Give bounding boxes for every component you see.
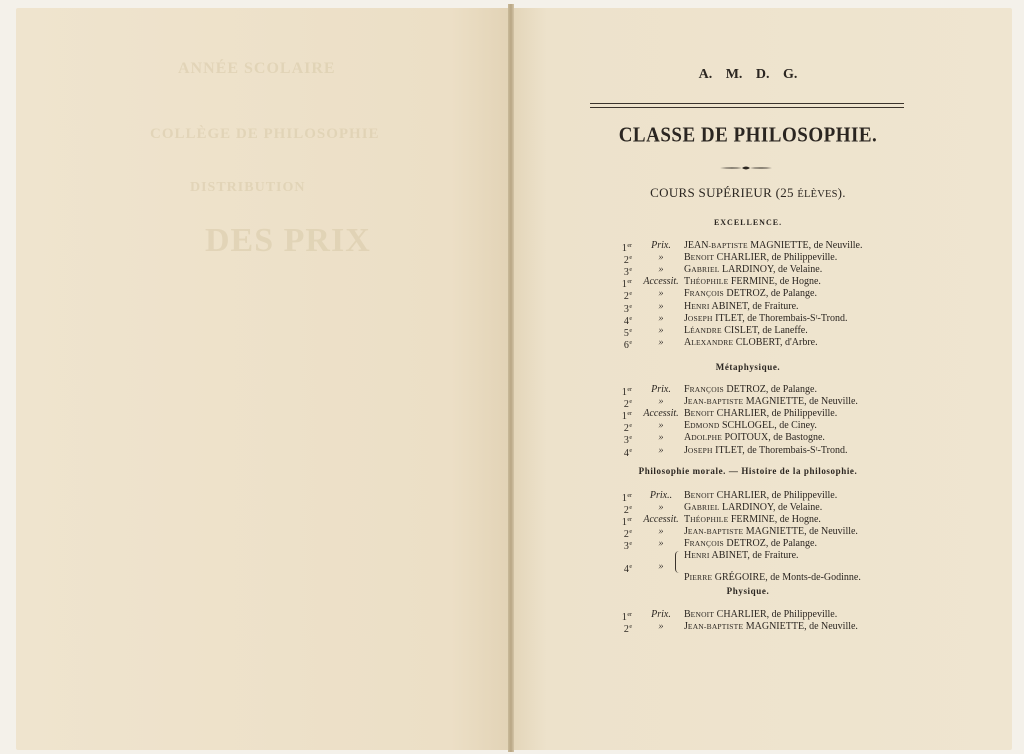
- award-type: »: [658, 502, 664, 514]
- hometown: , de Neuville.: [804, 621, 858, 633]
- rank-number: 2: [623, 291, 629, 303]
- first-name-rest: ENOIT: [690, 253, 715, 263]
- student-name: [684, 445, 847, 457]
- student-name: [684, 408, 837, 420]
- surname: MAGNIETTE: [750, 240, 809, 251]
- award-type: »: [658, 538, 664, 550]
- rank-number: 3: [623, 303, 629, 315]
- first-initial: B: [684, 490, 691, 501]
- hometown: , de Thorembais-Sᵗ-Trond.: [742, 444, 848, 456]
- rule-line: [590, 103, 904, 104]
- surname: CHARLIER: [716, 490, 767, 501]
- rank-suffix: er: [627, 517, 632, 524]
- rank-suffix: e: [629, 327, 632, 334]
- surname: CLOBERT: [735, 336, 780, 348]
- student-name: [684, 301, 799, 313]
- rank-number: 1: [621, 517, 627, 529]
- rank-number: 1: [621, 243, 627, 254]
- student-name: [684, 313, 847, 325]
- student-name: [684, 526, 858, 538]
- bleed-through-text: DISTRIBUTION: [190, 180, 306, 195]
- first-initial: T: [684, 514, 691, 526]
- hometown: , d'Arbre.: [779, 336, 818, 348]
- first-initial: P: [684, 571, 690, 583]
- first-name-rest: -BAPTISTE: [708, 241, 748, 250]
- student-name: [684, 288, 817, 300]
- award-type: Accessit.: [643, 276, 679, 288]
- student-name: [684, 490, 837, 502]
- rank-number: 1: [621, 387, 627, 398]
- surname: DETROZ: [726, 384, 766, 395]
- first-name-rest: ENOIT: [690, 491, 715, 500]
- surname: CISLET: [724, 324, 758, 336]
- hometown: , de Palange.: [765, 538, 817, 550]
- rank-suffix: e: [629, 303, 632, 310]
- surname: MAGNIETTE: [745, 396, 805, 408]
- rank-number: 3: [623, 435, 629, 447]
- surname: SCHLOGEL: [721, 420, 775, 432]
- award-type: »: [658, 336, 664, 348]
- student-name: [684, 432, 825, 444]
- rank-number: 2: [623, 529, 629, 541]
- tie-brace: [675, 551, 681, 573]
- rank-number: 1: [621, 279, 627, 291]
- hometown: , de Fraiture.: [747, 549, 799, 561]
- hometown: , de Philippeville.: [766, 490, 838, 501]
- award-type: »: [658, 312, 664, 324]
- first-initial: F: [684, 288, 690, 300]
- bleed-through-text: DES PRIX: [205, 222, 371, 259]
- first-name-rest: ABRIEL: [691, 265, 720, 275]
- page-title: CLASSE DE PHILOSOPHIE.: [618, 123, 878, 148]
- first-initial: A: [684, 432, 692, 444]
- surname: CHARLIER: [716, 609, 767, 620]
- student-name: [684, 325, 808, 337]
- rank-suffix: er: [627, 243, 632, 249]
- award-type: »: [658, 396, 664, 408]
- student-name: [684, 337, 818, 349]
- first-initial: JEAN: [684, 240, 709, 251]
- first-initial: T: [684, 276, 691, 288]
- surname: CHARLIER: [716, 252, 767, 264]
- award-type: »: [658, 526, 664, 538]
- first-name-rest: RANÇOIS: [689, 385, 724, 394]
- hometown: , de Ciney.: [774, 420, 817, 432]
- first-initial: J: [684, 396, 688, 408]
- book-gutter: [508, 4, 514, 752]
- section-heading: Métaphysique.: [715, 362, 781, 372]
- rank-suffix: e: [629, 339, 632, 346]
- first-name-rest: EAN-BAPTISTE: [687, 397, 744, 407]
- first-initial: B: [684, 252, 691, 264]
- hometown: , de Velaine.: [772, 264, 823, 276]
- award-type: »: [658, 324, 664, 336]
- surname: DETROZ: [726, 538, 766, 550]
- rank-label: [610, 337, 632, 352]
- rank-suffix: er: [627, 387, 632, 393]
- rank-number: 3: [623, 267, 629, 279]
- hometown: , de Neuville.: [804, 526, 858, 538]
- hometown: , de Neuville.: [808, 240, 863, 251]
- section-heading: EXCELLENCE.: [713, 218, 783, 227]
- award-type: »: [658, 444, 664, 456]
- award-type: Prix.: [651, 240, 671, 251]
- student-name: [684, 384, 817, 396]
- rank-suffix: e: [629, 291, 632, 298]
- hometown: , de Hogne.: [774, 514, 821, 526]
- rank-suffix: e: [629, 529, 632, 536]
- bleed-through-text: COLLÈGE DE PHILOSOPHIE: [150, 126, 380, 142]
- award-type: »: [658, 264, 664, 276]
- rank-number: 5: [623, 327, 629, 339]
- first-initial: E: [684, 420, 691, 432]
- rule-line: [590, 107, 904, 108]
- hometown: , de Palange.: [765, 288, 817, 300]
- rank-number: 1: [621, 612, 627, 623]
- first-name-rest: ABRIEL: [691, 503, 720, 513]
- first-name-rest: EAN-BAPTISTE: [687, 527, 744, 537]
- rank-suffix: e: [629, 541, 632, 548]
- surname: FERMINE: [730, 514, 775, 526]
- first-initial: B: [684, 408, 691, 420]
- first-name-rest: OSEPH: [687, 445, 713, 455]
- first-name-rest: IERRE: [689, 572, 713, 582]
- student-name: [684, 502, 822, 514]
- surname: MAGNIETTE: [745, 621, 805, 633]
- rank-suffix: e: [629, 267, 632, 274]
- award-type: Prix..: [649, 490, 673, 501]
- first-name-rest: ENOIT: [690, 610, 715, 619]
- rank-suffix: e: [629, 624, 632, 631]
- surname: POITOUX: [724, 432, 769, 444]
- section-heading: Philosophie morale. — Histoire de la philosophie.: [638, 466, 858, 476]
- rank-label: [610, 621, 632, 636]
- award-type: »: [658, 300, 664, 312]
- award-type: Prix.: [651, 384, 671, 395]
- student-name: [684, 276, 821, 288]
- surname: ITLET: [715, 312, 743, 324]
- first-name-rest: HÉOPHILE: [690, 277, 729, 287]
- student-name: [684, 572, 861, 584]
- rank-label: [610, 572, 632, 587]
- header-amdg: A. M. D. G.: [698, 67, 798, 82]
- first-name-rest: LEXANDRE: [691, 337, 734, 347]
- rank-suffix: e: [629, 505, 632, 512]
- rank-suffix: er: [627, 612, 632, 618]
- first-name-rest: ENRI: [691, 301, 710, 311]
- rank-number: 2: [623, 399, 629, 411]
- rank-label: [610, 445, 632, 460]
- rank-number: 4: [623, 447, 629, 459]
- rank-suffix: er: [627, 279, 632, 286]
- hometown: , de Philippeville.: [766, 408, 838, 420]
- surname: LARDINOY: [722, 264, 773, 276]
- first-initial: H: [684, 549, 692, 561]
- surname: GRÉGOIRE: [714, 571, 766, 583]
- rank-suffix: e: [629, 563, 632, 570]
- surname: FERMINE: [730, 276, 775, 288]
- rank-suffix: e: [629, 315, 632, 322]
- student-name: [684, 621, 858, 633]
- bleed-through-text: ANNÉE SCOLAIRE: [178, 60, 336, 77]
- award-type: Prix.: [651, 609, 671, 620]
- first-name-rest: OSEPH: [687, 313, 713, 323]
- award-type: »: [658, 432, 664, 444]
- hometown: , de Hogne.: [774, 276, 821, 288]
- first-name-rest: ÉANDRE: [690, 325, 722, 335]
- hometown: , de Laneffe.: [757, 324, 808, 336]
- student-name: [684, 420, 817, 432]
- rank-suffix: e: [629, 255, 632, 262]
- first-name-rest: ENRI: [691, 550, 710, 560]
- surname: ABINET: [711, 300, 748, 312]
- first-initial: F: [684, 384, 690, 395]
- hometown: , de Philippeville.: [766, 252, 838, 264]
- first-initial: H: [684, 300, 692, 312]
- award-type: »: [658, 621, 664, 633]
- student-name: [684, 396, 858, 408]
- surname: MAGNIETTE: [745, 526, 805, 538]
- rank-suffix: e: [629, 435, 632, 442]
- first-name-rest: EAN-BAPTISTE: [687, 622, 744, 632]
- rank-number: 2: [623, 255, 629, 267]
- rank-number: 2: [623, 505, 629, 517]
- hometown: , de Neuville.: [804, 396, 858, 408]
- rank-suffix: er: [627, 411, 632, 418]
- rank-number: 1: [621, 411, 627, 423]
- left-page: [16, 8, 510, 750]
- first-name-rest: RANÇOIS: [689, 539, 724, 549]
- student-name: [684, 609, 837, 621]
- rank-number: 1: [621, 493, 627, 504]
- right-page: [512, 8, 1012, 750]
- section-heading: Physique.: [726, 586, 770, 596]
- first-name-rest: ENOIT: [690, 409, 715, 419]
- award-type: »: [658, 288, 664, 300]
- rank-number: 2: [623, 423, 629, 435]
- student-name: [684, 264, 822, 276]
- award-type: Accessit.: [643, 514, 679, 526]
- surname: LARDINOY: [722, 502, 773, 514]
- student-name: [684, 550, 799, 562]
- hometown: , de Fraiture.: [747, 300, 799, 312]
- award-type: »: [658, 560, 664, 572]
- first-initial: G: [684, 264, 692, 276]
- first-initial: J: [684, 312, 688, 324]
- first-initial: F: [684, 538, 690, 550]
- student-name: [684, 252, 837, 264]
- rank-suffix: e: [629, 447, 632, 454]
- first-initial: A: [684, 336, 692, 348]
- surname: CHARLIER: [716, 408, 767, 420]
- rank-number: 6: [623, 339, 629, 351]
- first-initial: L: [684, 324, 691, 336]
- first-name-rest: DMOND: [690, 421, 720, 431]
- first-initial: G: [684, 502, 692, 514]
- rank-number: 3: [623, 541, 629, 553]
- hometown: , de Velaine.: [772, 502, 823, 514]
- course-heading: COURS SUPÉRIEUR (25 ÉLÈVES).: [650, 185, 846, 200]
- award-type: Accessit.: [643, 408, 679, 420]
- first-initial: B: [684, 609, 691, 620]
- first-name-rest: RANÇOIS: [689, 289, 724, 299]
- rank-number: 4: [623, 563, 629, 575]
- first-initial: J: [684, 526, 688, 538]
- first-name-rest: HÉOPHILE: [690, 515, 729, 525]
- rank-number: 2: [623, 624, 629, 636]
- award-type: »: [658, 420, 664, 432]
- first-initial: J: [684, 444, 688, 456]
- rank-suffix: er: [627, 493, 632, 499]
- rank-suffix: e: [629, 423, 632, 430]
- first-name-rest: DOLPHE: [691, 433, 723, 443]
- hometown: , de Thorembais-Sᵗ-Trond.: [742, 312, 848, 324]
- surname: DETROZ: [726, 288, 766, 300]
- student-name: [684, 240, 862, 252]
- student-name: [684, 514, 821, 526]
- hometown: , de Monts-de-Godinne.: [765, 571, 861, 583]
- surname: ABINET: [711, 549, 748, 561]
- hometown: , de Philippeville.: [766, 609, 838, 620]
- surname: ITLET: [715, 444, 743, 456]
- rank-suffix: e: [629, 399, 632, 406]
- first-initial: J: [684, 621, 688, 633]
- ornament-divider: [720, 165, 772, 171]
- award-type: »: [658, 252, 664, 264]
- hometown: , de Bastogne.: [768, 432, 825, 444]
- rank-number: 4: [623, 315, 629, 327]
- hometown: , de Palange.: [765, 384, 817, 395]
